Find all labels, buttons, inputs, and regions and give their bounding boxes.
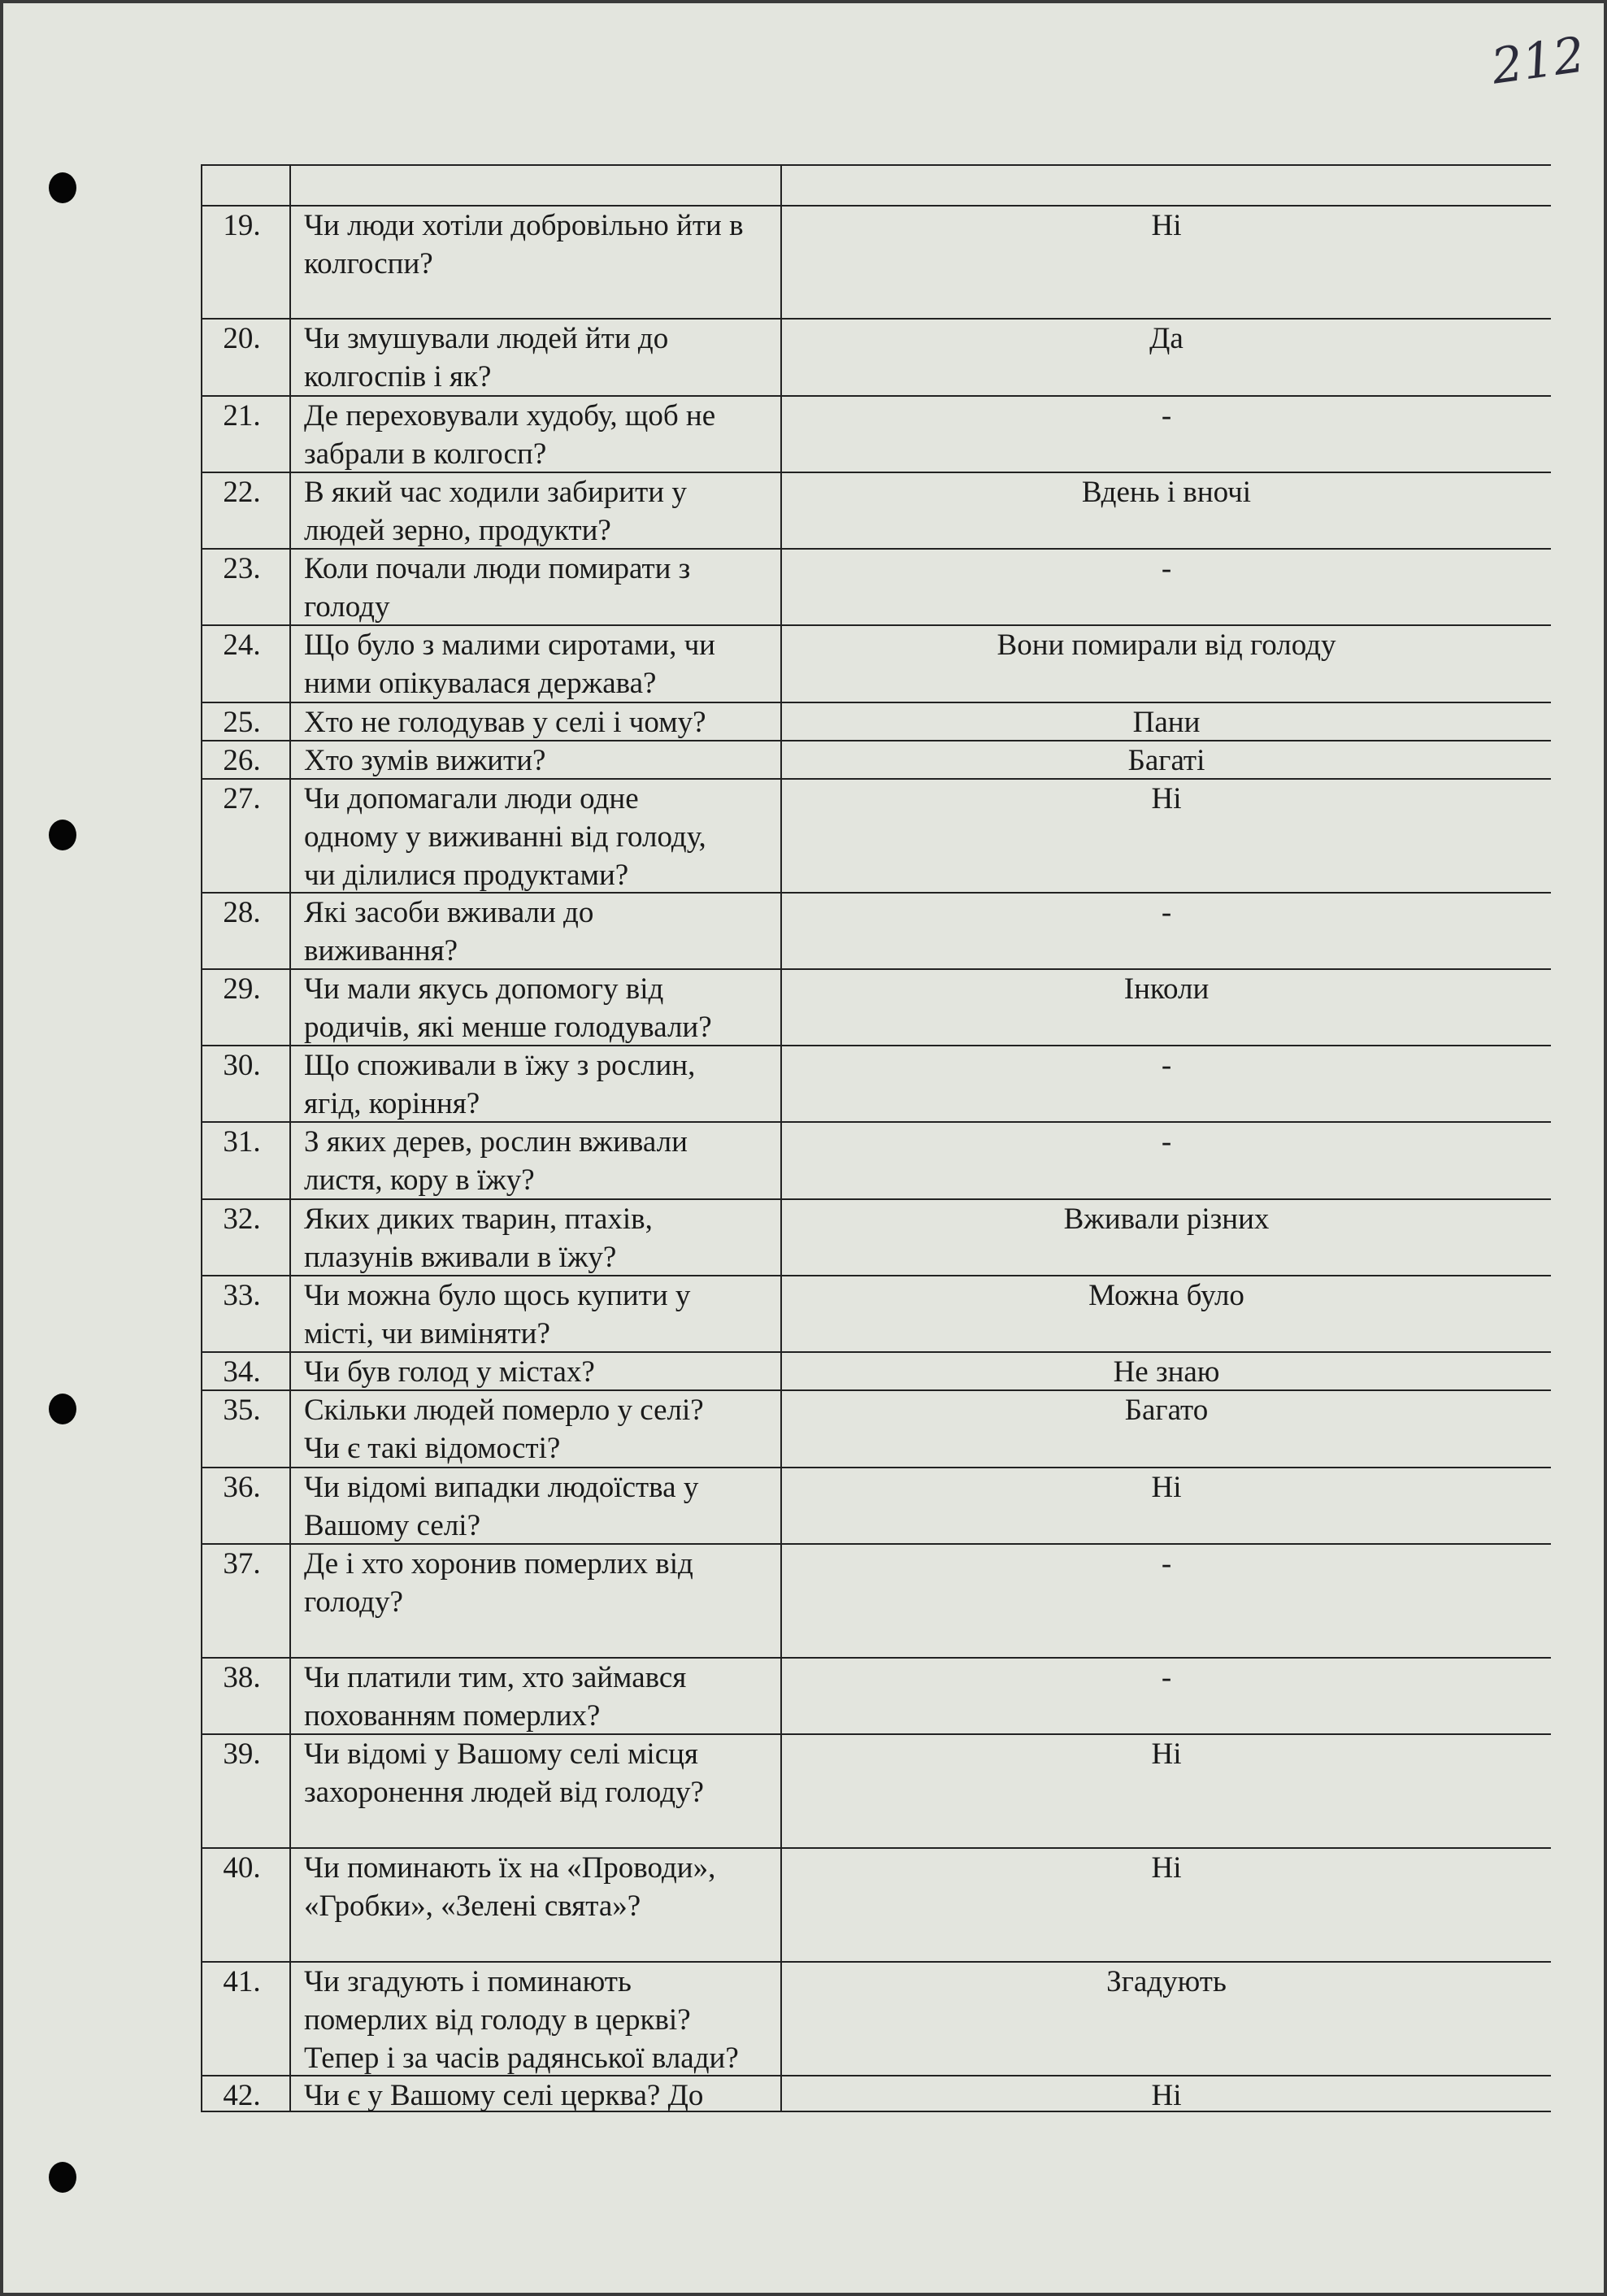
table-row: [201, 205, 1551, 318]
question-text: [289, 1123, 780, 1198]
answer-text: -: [780, 894, 1551, 968]
table-row: [201, 702, 1551, 740]
answer-text: [780, 166, 1551, 205]
question-number: 37.: [201, 1545, 289, 1657]
question-number: [201, 166, 289, 205]
answer-text: -: [780, 550, 1551, 624]
question-number: 19.: [201, 207, 289, 318]
question-number: 28.: [201, 894, 289, 968]
question-line: Чи люди хотіли добровільно йти в: [304, 209, 744, 242]
table-row: [201, 1351, 1551, 1389]
handwritten-page-number: 212: [1488, 26, 1588, 96]
question-number: 26.: [201, 741, 289, 778]
question-line: Тепер і за часів радянської влади?: [304, 2042, 739, 2075]
question-line: Вашому селі?: [304, 1509, 481, 1542]
answer-text: Інколи: [780, 970, 1551, 1045]
question-number: 31.: [201, 1123, 289, 1198]
answer-text: Да: [780, 320, 1551, 395]
table-row: [201, 1847, 1551, 1961]
question-text: [289, 1659, 780, 1733]
question-line: Чи є такі відомості?: [304, 1432, 561, 1465]
question-line: захоронення людей від голоду?: [304, 1776, 704, 1809]
table-row: [201, 1733, 1551, 1847]
table-row: [201, 892, 1551, 968]
question-text: [289, 1545, 780, 1657]
table-row: [201, 1543, 1551, 1657]
question-line: В який час ходили забирити у: [304, 476, 687, 509]
table-row: [201, 548, 1551, 624]
question-text: [289, 207, 780, 318]
table-row: [201, 1467, 1551, 1543]
question-line: людей зерно, продукти?: [304, 514, 611, 547]
question-line: Чи був голод у містах?: [304, 1355, 595, 1389]
question-line: Де і хто хоронив померлих від: [304, 1547, 693, 1581]
table-row: [201, 1198, 1551, 1275]
question-number: 36.: [201, 1468, 289, 1543]
question-line: родичів, які менше голодували?: [304, 1011, 712, 1044]
answer-text: Вдень і вночі: [780, 473, 1551, 548]
questionnaire-table: [201, 164, 1551, 2112]
question-line: Скільки людей померло у селі?: [304, 1394, 704, 1427]
answer-text: Ні: [780, 1468, 1551, 1543]
question-line: померлих від голоду в церкві?: [304, 2003, 691, 2037]
table-row: [201, 740, 1551, 778]
question-line: Коли почали люди помирати з: [304, 552, 691, 585]
table-row: [201, 968, 1551, 1045]
question-text: [289, 894, 780, 968]
question-text: [289, 1849, 780, 1961]
question-number: 21.: [201, 397, 289, 472]
table-row: [201, 395, 1551, 472]
table-row: [201, 472, 1551, 548]
question-number: 32.: [201, 1200, 289, 1275]
table-row: [201, 2075, 1551, 2112]
answer-text: Вони помирали від голоду: [780, 626, 1551, 702]
question-line: Чи можна було щось купити у: [304, 1279, 691, 1312]
question-text: [289, 1200, 780, 1275]
question-text: [289, 626, 780, 702]
question-text: [289, 397, 780, 472]
question-line: забрали в колгосп?: [304, 437, 547, 471]
question-line: Яких диких тварин, птахів,: [304, 1202, 653, 1236]
punch-hole: [49, 172, 76, 203]
answer-text: Пани: [780, 703, 1551, 740]
question-number: 29.: [201, 970, 289, 1045]
question-number: 30.: [201, 1046, 289, 1121]
question-line: Що було з малими сиротами, чи: [304, 628, 715, 662]
question-text: [289, 970, 780, 1045]
question-line: Які засоби вживали до: [304, 896, 594, 929]
question-number: 33.: [201, 1276, 289, 1351]
answer-text: Не знаю: [780, 1353, 1551, 1389]
question-text: [289, 741, 780, 778]
question-number: 42.: [201, 2076, 289, 2111]
table-row: [201, 1389, 1551, 1467]
question-number: 40.: [201, 1849, 289, 1961]
question-line: листя, кору в їжу?: [304, 1163, 535, 1197]
answer-text: Можна було: [780, 1276, 1551, 1351]
table-row: [201, 1657, 1551, 1733]
table-row: [201, 1275, 1551, 1351]
question-line: Чи відомі у Вашому селі місця: [304, 1737, 698, 1771]
question-line: голоду?: [304, 1585, 403, 1619]
question-line: ягід, коріння?: [304, 1087, 480, 1120]
punch-hole: [49, 1394, 76, 1424]
question-number: 38.: [201, 1659, 289, 1733]
table-header-row: [201, 164, 1551, 205]
question-line: Чи згадують і поминають: [304, 1965, 632, 1998]
answer-text: -: [780, 1659, 1551, 1733]
question-line: Хто не голодував у селі і чому?: [304, 706, 706, 739]
answer-text: Ні: [780, 2076, 1551, 2111]
question-number: 41.: [201, 1963, 289, 2075]
question-number: 24.: [201, 626, 289, 702]
answer-text: Згадують: [780, 1963, 1551, 2075]
question-text: [289, 1963, 780, 2075]
question-line: плазунів вживали в їжу?: [304, 1241, 617, 1274]
answer-text: -: [780, 1545, 1551, 1657]
question-number: 25.: [201, 703, 289, 740]
answer-text: Ні: [780, 207, 1551, 318]
question-number: 22.: [201, 473, 289, 548]
table-row: [201, 1121, 1551, 1198]
answer-text: Ні: [780, 1735, 1551, 1847]
question-line: Чи платили тим, хто займався: [304, 1661, 687, 1694]
question-number: 34.: [201, 1353, 289, 1389]
question-number: 39.: [201, 1735, 289, 1847]
question-line: Чи поминають їх на «Проводи»,: [304, 1851, 716, 1885]
question-line: Чи змушували людей йти до: [304, 322, 669, 355]
question-line: колгоспи?: [304, 247, 433, 280]
table-row: [201, 624, 1551, 702]
question-text: [289, 1391, 780, 1467]
question-text: [289, 166, 780, 205]
question-line: «Гробки», «Зелені свята»?: [304, 1889, 641, 1923]
question-line: місті, чи виміняти?: [304, 1317, 550, 1350]
question-number: 27.: [201, 780, 289, 892]
question-line: голоду: [304, 590, 390, 624]
question-line: ними опікувалася держава?: [304, 667, 657, 700]
question-text: [289, 1046, 780, 1121]
question-text: [289, 1735, 780, 1847]
question-line: виживання?: [304, 934, 458, 968]
question-line: Де переховували худобу, щоб не: [304, 399, 716, 433]
question-text: [289, 1468, 780, 1543]
answer-text: Багато: [780, 1391, 1551, 1467]
question-line: Чи допомагали люди одне: [304, 782, 639, 815]
punch-hole: [49, 820, 76, 850]
table-row: [201, 318, 1551, 395]
table-row: [201, 1045, 1551, 1121]
question-number: 23.: [201, 550, 289, 624]
question-line: одному у виживанні від голоду,: [304, 820, 706, 854]
question-text: [289, 473, 780, 548]
question-line: Чи є у Вашому селі церква? До: [304, 2079, 704, 2112]
question-text: [289, 780, 780, 892]
question-line: З яких дерев, рослин вживали: [304, 1125, 688, 1159]
question-text: [289, 320, 780, 395]
answer-text: Ні: [780, 1849, 1551, 1961]
answer-text: -: [780, 1046, 1551, 1121]
table-row: [201, 778, 1551, 892]
question-text: [289, 2076, 780, 2111]
question-line: похованням померлих?: [304, 1699, 601, 1733]
question-text: [289, 1353, 780, 1389]
question-line: чи ділилися продуктами?: [304, 859, 629, 892]
question-line: Що споживали в їжу з рослин,: [304, 1049, 696, 1082]
question-text: [289, 703, 780, 740]
question-number: 35.: [201, 1391, 289, 1467]
answer-text: -: [780, 397, 1551, 472]
question-line: Чи мали якусь допомогу від: [304, 972, 664, 1006]
question-line: колгоспів і як?: [304, 360, 492, 394]
question-text: [289, 550, 780, 624]
table-row: [201, 1961, 1551, 2075]
answer-text: Вживали різних: [780, 1200, 1551, 1275]
question-line: Чи відомі випадки людоїства у: [304, 1471, 699, 1504]
question-line: Хто зумів вижити?: [304, 744, 546, 777]
answer-text: Багаті: [780, 741, 1551, 778]
question-number: 20.: [201, 320, 289, 395]
question-text: [289, 1276, 780, 1351]
answer-text: -: [780, 1123, 1551, 1198]
answer-text: Ні: [780, 780, 1551, 892]
punch-hole: [49, 2162, 76, 2193]
